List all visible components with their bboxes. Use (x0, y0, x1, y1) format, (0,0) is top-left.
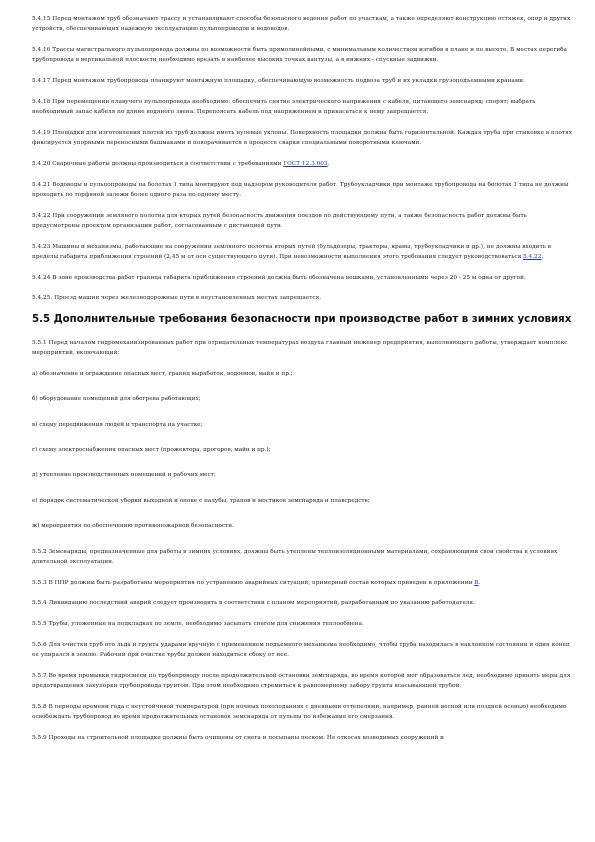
paragraph (32, 273, 573, 283)
reference-link[interactable]: ГОСТ 12.3.003 (283, 160, 328, 167)
list-item: а) обозначение и ограждение опасных мест, границ выработок, водоемов, майн и пр.; (32, 370, 293, 377)
paragraph-text: 5.4.19 Площадки для изготовления плотей из труб должны иметь нулевые уклоны. Поверхность площадки должна быть горизонтальной. Каждая труба при стыковке в плотях фиксируется упорными переносными башмаками и поворачивается в процессе сварки специальными поворотными ключами. (32, 129, 573, 146)
paragraphs-top (32, 14, 573, 304)
paragraph-text: 5.4.16 Трассы магистрального пульпопровода должны по возможности быть прямолинейными, с минимальным количеством изгибов в плане и по высоте. В местах перегиба трубопровода в вертикальной плоскости необходимо врезать в наиболее высоких точках вантузы, а в нижних - спускные задвижки. (32, 47, 568, 64)
list-item: г) схему электроснабжения опасных мест (прожектора, прогоров, майн и пр.); (32, 446, 271, 453)
paragraph (32, 180, 573, 200)
list-item: ж) мероприятия по обеспечению противопожарной безопасности. (32, 523, 234, 530)
paragraphs-bottom (32, 547, 573, 744)
paragraph (32, 211, 573, 231)
paragraph (32, 159, 573, 169)
intro-paragraph: 5.5.1 Перед началом гидромеханизированных работ при отрицательных температурах воздуха главный инженер предприятия, выполняющего работы, утверждает комплекс мероприятий, включающий: (32, 339, 568, 356)
paragraph (32, 293, 573, 303)
paragraph-text-end: . (478, 579, 481, 586)
paragraph (32, 45, 573, 65)
paragraph (32, 578, 573, 588)
paragraph-text: 5.4.25. Проезд машин через железнодорожные пути в неустановленных местах запрещается. (32, 295, 322, 302)
paragraph (32, 598, 573, 608)
reference-link[interactable]: В (474, 579, 479, 586)
paragraph (32, 547, 573, 567)
paragraph (32, 640, 573, 660)
paragraph (32, 97, 573, 117)
paragraph-text: 5.5.2 Земснаряды, предназначенные для работы в зимних условиях, должны быть утеплены теплоизоляционными материалами, сохраняющими свои свойства в условиях длительной эксплуатации. (32, 548, 558, 565)
paragraph (32, 733, 573, 743)
list-item: е) порядок систематической уборки выходной и опоке с палубы, трапов и мостиков земснаряда и плавсредств; (32, 497, 370, 504)
paragraph (32, 702, 573, 722)
paragraph-text: 5.5.8 В периоды времени года с неустойчивой температурой (при ночных похолоданиях с дневными оттепелями, например, ранней весной или поздней осенью) необходимо освобождать трубопровод во время продолжительных остановок земснаряда от пульпы по избежание его смерзания. (32, 703, 567, 721)
section-heading: 5.5 Дополнительные требования безопасности при производстве работ в зимних условиях (32, 314, 572, 326)
paragraph-text-end: . (327, 160, 330, 167)
paragraph (32, 14, 573, 34)
list-item: б) оборудование помещений для обогрева работающих; (32, 396, 201, 403)
paragraph-text: 5.5.7 Во время промывки гидросмеси по трубопроводу после продолжительной остановки земснаряда, во время которой мог образоваться лед, необходимо принять меры для предотвращения закупорки трубопровода грунтом. При этом необходимо стремиться к равномерному забору грунта всасывающей трубой. (32, 672, 571, 690)
list-item: в) схему передвижения людей и транспорта на участке; (32, 421, 203, 428)
paragraph (32, 671, 573, 691)
paragraph-text-end: . (541, 253, 544, 260)
paragraph (32, 242, 573, 262)
paragraph (32, 128, 573, 148)
paragraph-text: 5.4.21 Водоводы и пульпопроводы на болотах 1 типа монтируют под надзором руководителя работ. Трубоукладчики при монтаже трубопровода на болотах 1 типа не должны проходить по торфяной залежи более одного раза по одному месту. (32, 181, 569, 198)
paragraph (32, 619, 573, 629)
paragraph-text: 5.5.6 Для очистки труб ото льда и грунта ударами вручную с применением подъемного механизма необходимо, чтобы труба находилась в наклонном состоянии и один конец ее упирался в землю. Рабочий при очистке трубы должен находиться сбоку от нее. (32, 641, 570, 659)
paragraph-text: 5.4.22 При сооружении земляного полотна для вторых путей безопасность движения поездов по действующему пути, а также безопасность работ должны быть предусмотрены проектом организации работ, согласованным с дистанцией пути. (32, 212, 527, 229)
paragraph-text: 5.5.4 Ликвидацию последствий аварий следует производить в соответствии с планом мероприятий, разработанным по указанию работодателя. (32, 600, 475, 607)
reference-link[interactable]: 5.4.22 (523, 253, 542, 260)
paragraph (32, 76, 573, 86)
paragraph-text: 5.5.9 Проходы на строительной площадке должны быть очищены от снега и посыпаны песком. Не откосах возводимых сооружений и (32, 734, 444, 741)
paragraph-text: 5.4.18 При перемещении плавучего пульпопровода необходимо: обеспечить снятие электрического напряжения с кабеля, питающего земснаряд; спорят; выбрать необходимый запас кабеля по длине водяного звена. Перепоясать кабель под напряжением и прикасаться к нему запрещается. (32, 98, 536, 115)
paragraph-text: 5.4.17 Перед монтажом трубопровода планируют монтажную площадку, обеспечивающую возможность подвоза труб и их укладки грузоподъемными кранами. (32, 78, 525, 84)
list-item: д) утепление производственных помещений и рабочих мест; (32, 472, 216, 479)
paragraph-text: 5.4.20 Сварочные работы должны производиться в соответствии с требованиями (32, 160, 284, 167)
paragraph-text: 5.4.24 В зоне производства работ граница габарита приближения строений должна быть обозначена вешками, установленными через 20 - 25 м одна от другой. (32, 274, 526, 281)
paragraph-text: 5.5.5 Трубы, уложенные на подкладках по земле, необходимо засыпать снегом для снижения теплообмена. (32, 621, 364, 628)
measures-list (32, 369, 573, 532)
paragraph-text: 5.5.3 В ППР должны быть разработаны мероприятия по устранению аварийных ситуаций, примерный состав которых приведен в приложении (32, 579, 475, 586)
paragraph-text: 5.4.15 Перед монтажом труб обозначают трассу и устанавливают способы безопасного ведения работ по участкам, а также определяют конструкцию оттяжек, опор и других устройств, обеспечивающих надежную эксплуатацию пульпопроводов и водоводов. (32, 16, 571, 33)
paragraph-text: 5.4.23 Машины и механизмы, работающие на сооружении земляного полотна вторых путей (бульдозеры, тракторы, краны, трубоукладчики и др.), не должны входить в пределы габарита приближения строений (2,45 м от оси существующего пути). При невозможности выполнения этого требования следует руководствоваться (32, 243, 552, 260)
